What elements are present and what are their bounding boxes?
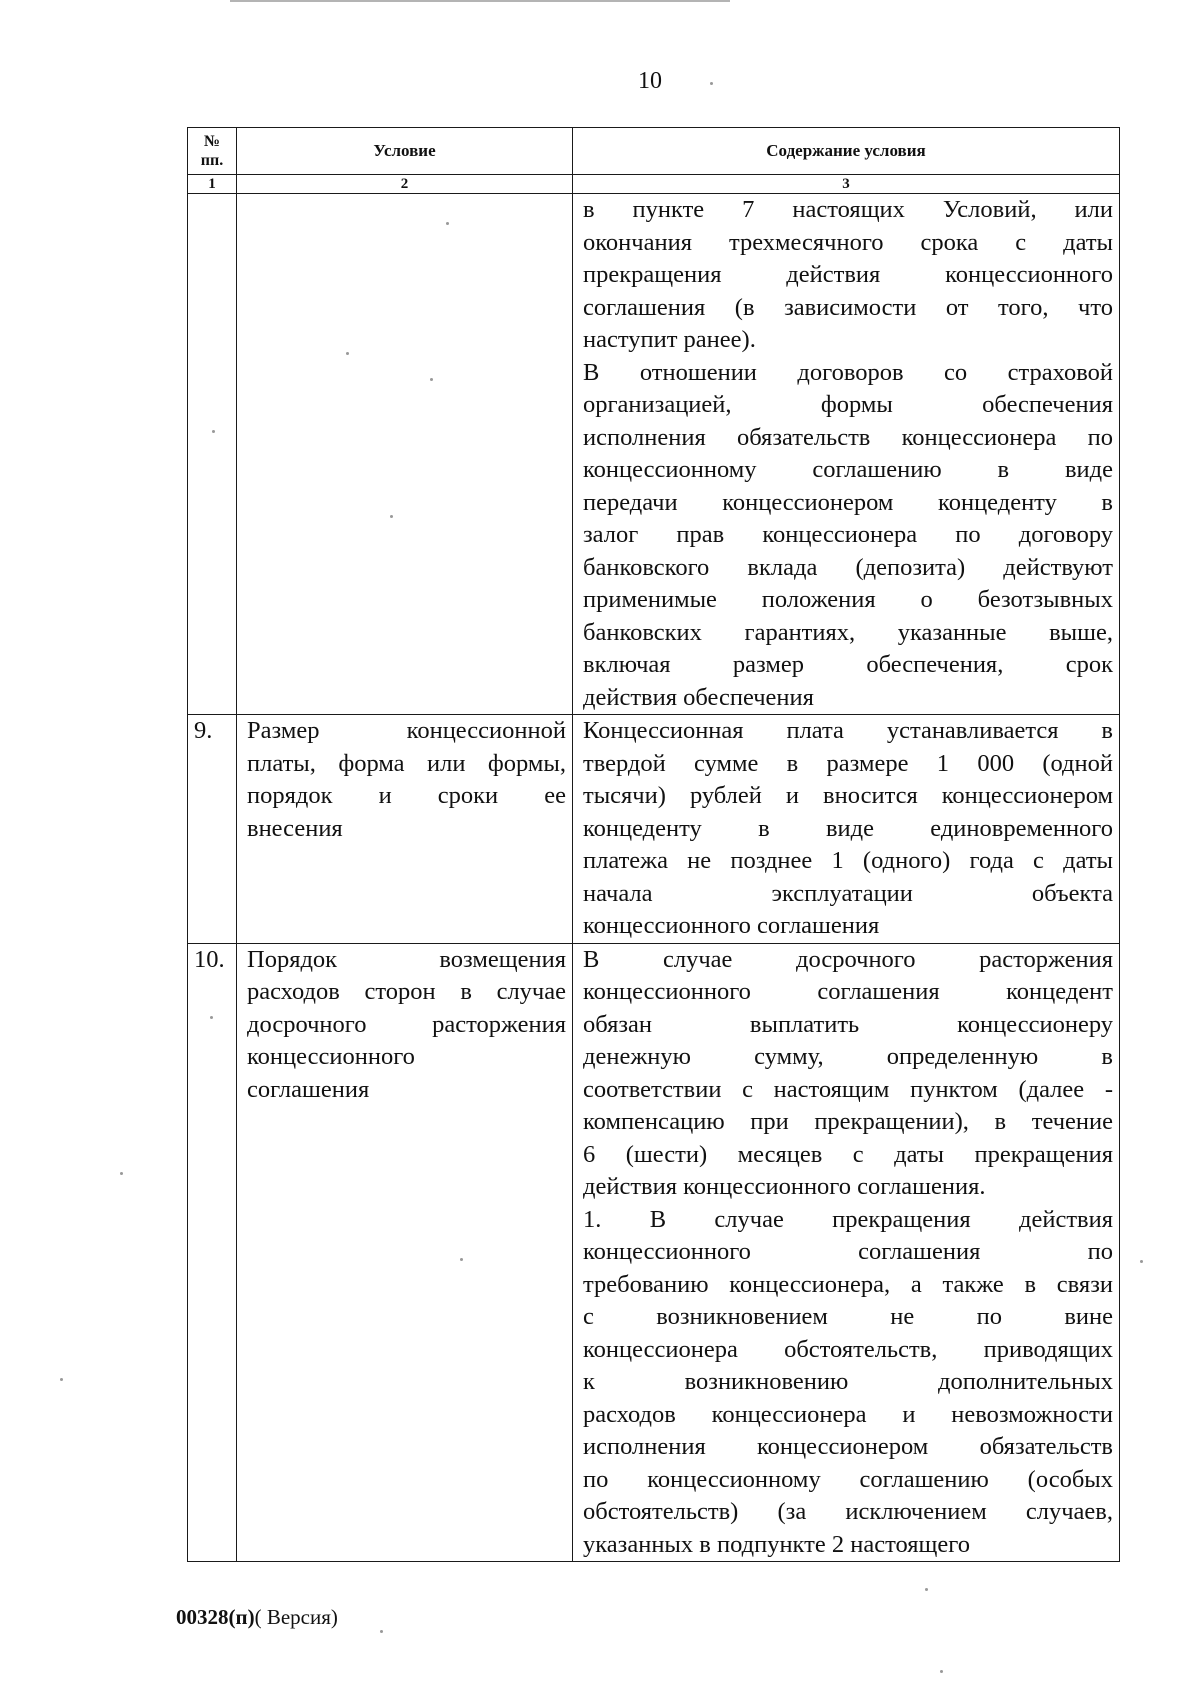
text-line: соответствии с настоящим пунктом (далее - xyxy=(583,1075,1113,1103)
header-content: Содержание условия xyxy=(573,128,1120,175)
text-line: применимые положения о безотзывных xyxy=(583,586,1113,613)
text-line: к возникновению дополнительных xyxy=(583,1368,1113,1395)
content-text xyxy=(573,944,1119,1562)
row-number: 9. xyxy=(194,717,213,744)
text-line: с возникновением не по вине xyxy=(583,1303,1113,1330)
text-line: Порядок возмещения xyxy=(247,945,566,973)
scan-speck xyxy=(446,222,449,225)
condition-text xyxy=(237,715,572,845)
content-text xyxy=(573,194,1119,714)
table-row xyxy=(188,943,1120,1562)
row-number: 10. xyxy=(194,945,225,973)
condition-cell xyxy=(237,715,573,944)
text-line: концессионного xyxy=(247,1043,415,1070)
scan-speck xyxy=(212,430,215,433)
text-line: залог прав концессионера по договору xyxy=(583,521,1113,548)
text-line: действия обеспечения xyxy=(583,683,814,711)
scan-speck xyxy=(940,1670,943,1673)
condition-cell xyxy=(237,943,573,1562)
condition-text xyxy=(237,944,572,1107)
text-line: Размер концессионной xyxy=(247,717,566,744)
text-line: концессионному соглашению в виде xyxy=(583,456,1113,483)
content-cell xyxy=(573,943,1120,1562)
text-line: концессионного соглашения по xyxy=(583,1238,1113,1265)
condition-cell xyxy=(237,194,573,715)
text-line: концессионера обстоятельств, приводящих xyxy=(583,1335,1113,1363)
scan-speck xyxy=(60,1378,63,1381)
text-line: окончания трехмесячного срока с даты xyxy=(583,228,1113,256)
text-line: банковского вклада (депозита) действуют xyxy=(583,553,1113,581)
text-line: прекращения действия концессионного xyxy=(583,261,1113,288)
text-line: платежа не позднее 1 (одного) года с даты xyxy=(583,847,1113,874)
conditions-table xyxy=(187,127,1120,1562)
table-row xyxy=(188,194,1120,715)
text-line: 6 (шести) месяцев с даты прекращения xyxy=(583,1140,1113,1168)
text-line: концессионного соглашения концедент xyxy=(583,978,1113,1005)
scan-speck xyxy=(210,1016,213,1019)
text-line: обязан выплатить концессионеру xyxy=(583,1010,1113,1038)
text-line: расходов концессионера и невозможности xyxy=(583,1400,1113,1428)
text-line: начала эксплуатации объекта xyxy=(583,879,1113,907)
text-line: по концессионному соглашению (особых xyxy=(583,1465,1113,1493)
text-line: соглашения (в зависимости от того, что xyxy=(583,293,1113,321)
text-line: исполнения концессионером обязательств xyxy=(583,1433,1113,1460)
content-text xyxy=(573,715,1119,943)
text-line: исполнения обязательств концессионера по xyxy=(583,423,1113,451)
text-line: 1. В случае прекращения действия xyxy=(583,1205,1113,1233)
document-code-number: 00328(п) xyxy=(176,1605,255,1629)
text-line: твердой сумме в размере 1 000 (одной xyxy=(583,749,1113,777)
header-num xyxy=(188,128,237,175)
text-line: денежную сумму, определенную в xyxy=(583,1043,1113,1070)
row-number-cell xyxy=(188,194,237,715)
text-line: указанных в подпункте 2 настоящего xyxy=(583,1530,970,1558)
text-line: Концессионная плата устанавливается в xyxy=(583,717,1113,744)
text-line: тысячи) рублей и вносится концессионером xyxy=(583,782,1113,809)
text-line: В отношении договоров со страховой xyxy=(583,358,1113,386)
text-line: действия концессионного соглашения. xyxy=(583,1173,986,1200)
scan-speck xyxy=(1140,1260,1143,1263)
text-line: платы, форма или формы, xyxy=(247,749,566,777)
text-line: досрочного расторжения xyxy=(247,1010,566,1038)
text-line: концеденту в виде единовременного xyxy=(583,814,1113,842)
scan-speck xyxy=(390,515,393,518)
table-header-row xyxy=(188,128,1120,175)
scan-speck xyxy=(346,352,349,355)
content-cell xyxy=(573,715,1120,944)
scan-speck xyxy=(925,1588,928,1591)
scan-speck xyxy=(120,1172,123,1175)
column-index-3: 3 xyxy=(573,175,1120,194)
text-line: порядок и сроки ее xyxy=(247,782,566,809)
text-line: требованию концессионера, а также в связи xyxy=(583,1270,1113,1298)
text-line: В случае досрочного расторжения xyxy=(583,945,1113,973)
row-number-cell xyxy=(188,943,237,1562)
text-line: банковских гарантиях, указанные выше, xyxy=(583,618,1113,646)
text-line: наступит ранее). xyxy=(583,326,756,353)
scan-speck xyxy=(710,82,713,85)
scan-speck xyxy=(380,1630,383,1633)
column-index-1: 1 xyxy=(188,175,237,194)
text-line: передачи концессионером концеденту в xyxy=(583,488,1113,516)
scan-speck xyxy=(460,1258,463,1261)
content-cell xyxy=(573,194,1120,715)
column-index-2: 2 xyxy=(237,175,573,194)
column-index-row xyxy=(188,175,1120,194)
text-line: внесения xyxy=(247,814,343,842)
text-line: концессионного соглашения xyxy=(583,912,880,939)
scan-edge-line xyxy=(230,0,730,2)
text-line: включая размер обеспечения, срок xyxy=(583,651,1113,678)
text-line: компенсацию при прекращении), в течение xyxy=(583,1108,1113,1135)
document-code-suffix: ( Версия) xyxy=(254,1605,338,1629)
text-line: обстоятельств) (за исключением случаев, xyxy=(583,1498,1113,1525)
document-code xyxy=(176,1605,338,1630)
row-number-cell xyxy=(188,715,237,944)
text-line: расходов сторон в случае xyxy=(247,978,566,1005)
header-condition: Условие xyxy=(237,128,573,175)
text-line: организацией, формы обеспечения xyxy=(583,391,1113,418)
text-line: соглашения xyxy=(247,1075,370,1103)
page-number: 10 xyxy=(638,68,662,94)
table-body xyxy=(188,194,1120,1562)
scan-speck xyxy=(430,378,433,381)
header-num-label: № пп. xyxy=(200,133,224,169)
text-line: в пункте 7 настоящих Условий, или xyxy=(583,196,1113,223)
table-row xyxy=(188,715,1120,944)
